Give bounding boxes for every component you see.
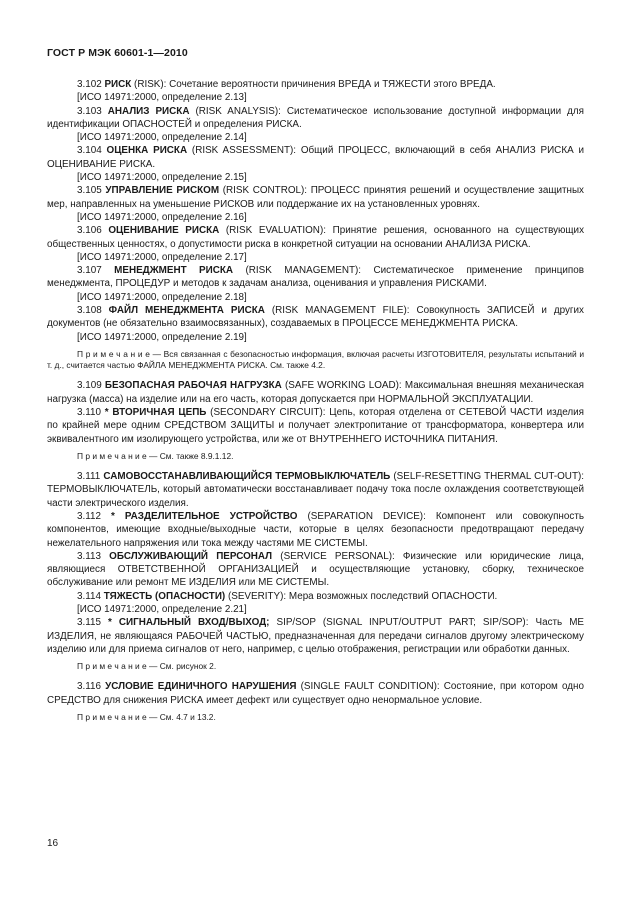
reference: [ИСО 14971:2000, определение 2.18] <box>77 291 247 303</box>
clause-number: 3.113 <box>77 550 101 562</box>
clause-number: 3.108 <box>77 305 102 317</box>
definition-3-112 <box>47 510 584 550</box>
document-header: ГОСТ Р МЭК 60601-1—2010 <box>47 47 188 59</box>
definition-text: SIP/SOP (SIGNAL INPUT/OUTPUT PART; SIP/SOP): Часть МЕ ИЗДЕЛИЯ, не являющаяся РАБОЧЕЙ ЧАСТЬЮ, предназначенная для передачи сигналов другому электрическому изделию или для приема сигналов от него, например, с целью отображения, регистрации или обработки данных. <box>47 617 585 655</box>
note-label: П р и м е ч а н и е <box>77 661 147 672</box>
clause-number: 3.107 <box>77 265 102 277</box>
term: * РАЗДЕЛИТЕЛЬНОЕ УСТРОЙСТВО <box>111 510 298 522</box>
clause-number: 3.109 <box>77 380 102 392</box>
note-text: — См. также 8.9.1.12. <box>146 450 234 461</box>
reference: [ИСО 14971:2000, определение 2.21] <box>77 604 247 615</box>
term: * ВТОРИЧНАЯ ЦЕПЬ <box>104 406 207 418</box>
clause-number: 3.105 <box>77 185 102 197</box>
document-body <box>47 78 584 731</box>
clause-number: 3.102 <box>77 79 102 90</box>
term: ОЦЕНИВАНИЕ РИСКА <box>108 225 220 237</box>
definition-3-103 <box>47 105 584 132</box>
note-label: П р и м е ч а н и е <box>77 450 147 461</box>
definition-3-105 <box>47 184 584 211</box>
clause-number: 3.114 <box>77 590 101 602</box>
reference: [ИСО 14971:2000, определение 2.14] <box>77 132 247 144</box>
term: * СИГНАЛЬНЫЙ ВХОД/ВЫХОД; <box>108 617 270 629</box>
definition-text: (RISK MANAGEMENT FILE): Совокупность ЗАПИСЕЙ и других документов (не обязательно взаимосвязанных), создаваемых в ПРОЦЕССЕ МЕНЕДЖМЕНТА РИСКА. <box>47 305 584 330</box>
definition-3-102 <box>47 78 584 91</box>
note-text: — См. рисунок 2. <box>146 661 217 672</box>
reference: [ИСО 14971:2000, определение 2.15] <box>77 172 247 184</box>
definition-text: (SINGLE FAULT CONDITION): Состояние, при котором одно СРЕДСТВО для снижения РИСКА имеет дефект или существует одно ненормальное условие. <box>47 681 584 706</box>
term: УПРАВЛЕНИЕ РИСКОМ <box>105 185 220 197</box>
definition-text: (RISK): Сочетание вероятности причинения ВРЕДА и ТЯЖЕСТИ этого ВРЕДА. <box>131 79 496 90</box>
definition-3-114 <box>47 590 584 603</box>
clause-number: 3.111 <box>77 471 101 483</box>
note <box>47 661 584 672</box>
term: ОЦЕНКА РИСКА <box>106 145 188 157</box>
term: БЕЗОПАСНАЯ РАБОЧАЯ НАГРУЗКА <box>104 380 282 392</box>
definition-text: (RISK ANALYSIS): Систематическое использование доступной информации для идентификации ОПАСНОСТЕЙ и определения РИСКА. <box>47 105 584 130</box>
reference: [ИСО 14971:2000, определение 2.19] <box>77 331 247 343</box>
note-text: — Вся связанная с безопасностью информация, включая расчеты ИЗГОТОВИТЕЛЯ, результаты испытаний и т. д., считается частью ФАЙЛА МЕНЕДЖМЕНТА РИСКА. См. также 4.2. <box>47 348 584 371</box>
clause-number: 3.106 <box>77 225 102 237</box>
definition-3-115 <box>47 616 584 656</box>
note-text: — См. 4.7 и 13.2. <box>146 711 216 722</box>
note-label: П р и м е ч а н и е <box>77 348 150 359</box>
clause-number: 3.116 <box>77 681 101 693</box>
definition-3-111 <box>47 470 584 510</box>
definition-text: (RISK CONTROL): ПРОЦЕСС принятия решений и осуществление защитных мер, направленных на уменьшение РИСКОВ или поддержание их на установленных уровнях. <box>47 185 584 210</box>
definition-3-107 <box>47 264 584 291</box>
definition-text: (SELF-RESETTING THERMAL CUT-OUT): ТЕРМОВЫКЛЮЧАТЕЛЬ, который автоматически восстанавливает подачу тока после охлаждения соответствующей части электрического изделия. <box>47 471 585 509</box>
term: САМОВОССТАНАВЛИВАЮЩИЙСЯ ТЕРМОВЫКЛЮЧАТЕЛЬ <box>103 471 391 483</box>
definition-3-109 <box>47 379 584 406</box>
definition-3-116 <box>47 680 584 707</box>
definition-text: (SEVERITY): Мера возможных последствий ОПАСНОСТИ. <box>225 590 498 602</box>
term: АНАЛИЗ РИСКА <box>107 105 190 117</box>
term: ФАЙЛ МЕНЕДЖМЕНТА РИСКА <box>108 305 265 317</box>
note-label: П р и м е ч а н и е <box>77 711 147 722</box>
definition-text: (SECONDARY CIRCUIT): Цепь, которая отделена от СЕТЕВОЙ ЧАСТИ изделия по крайней мере одним СРЕДСТВОМ ЗАЩИТЫ и получает электропитание от трансформатора, конвертера или эквивалентного им изолирующего устройства, или же от ВНУТРЕННЕГО ИСТОЧНИКА ПИТАНИЯ. <box>47 406 584 445</box>
definition-text: (SERVICE PERSONAL): Физические или юридические лица, являющиеся ОТВЕТСТВЕННОЙ ОРГАНИЗАЦИЕЙ и осуществляющие установку, сборку, техническое обслуживание или ремонт МЕ ИЗДЕЛИЯ или МЕ СИСТЕМЫ. <box>47 550 584 589</box>
clause-number: 3.104 <box>77 145 102 157</box>
clause-number: 3.115 <box>77 617 101 629</box>
clause-number: 3.112 <box>77 510 101 522</box>
clause-number: 3.110 <box>77 406 101 418</box>
term: МЕНЕДЖМЕНТ РИСКА <box>114 265 234 277</box>
term: РИСК <box>104 79 132 90</box>
term: ОБСЛУЖИВАЮЩИЙ ПЕРСОНАЛ <box>109 550 273 562</box>
definition-3-110 <box>47 406 584 446</box>
definition-3-106 <box>47 224 584 251</box>
note <box>47 712 584 723</box>
term: УСЛОВИЕ ЕДИНИЧНОГО НАРУШЕНИЯ <box>105 681 297 693</box>
definition-3-113 <box>47 550 584 590</box>
definition-3-108 <box>47 304 584 331</box>
note <box>47 349 584 371</box>
clause-number: 3.103 <box>77 105 102 117</box>
term: ТЯЖЕСТЬ (ОПАСНОСТИ) <box>103 590 226 602</box>
reference: [ИСО 14971:2000, определение 2.13] <box>77 92 247 104</box>
definition-text: (RISK EVALUATION): Принятие решения, основанного на существующих общественных ценностях, о допустимости риска в конкретной ситуации на основании АНАЛИЗА РИСКА. <box>47 225 585 250</box>
definition-text: (RISK MANAGEMENT): Систематическое применение принципов менеджмента, ПРОЦЕДУР и методов к задачам анализа, оценивания и управления РИСКАМИ. <box>47 265 584 290</box>
reference: [ИСО 14971:2000, определение 2.16] <box>77 211 247 223</box>
reference: [ИСО 14971:2000, определение 2.17] <box>77 251 247 263</box>
page-number: 16 <box>47 838 59 849</box>
note <box>47 451 584 462</box>
definition-text: (RISK ASSESSMENT): Общий ПРОЦЕСС, включающий в себя АНАЛИЗ РИСКА и ОЦЕНИВАНИЕ РИСКА. <box>47 145 584 170</box>
definition-text: (SAFE WORKING LOAD): Максимальная внешняя механическая нагрузка (масса) на изделие или на его часть, которая допускается при НОРМАЛЬНОЙ ЭКСПЛУАТАЦИИ. <box>47 380 585 405</box>
definition-3-104 <box>47 144 584 171</box>
definition-text: (SEPARATION DEVICE): Компонент или совокупность компонентов, имеющие входные/выходные части, которые в целях безопасности предотвращают передачу нежелательного напряжения или тока между частями МЕ СИСТЕМЫ. <box>47 510 584 549</box>
